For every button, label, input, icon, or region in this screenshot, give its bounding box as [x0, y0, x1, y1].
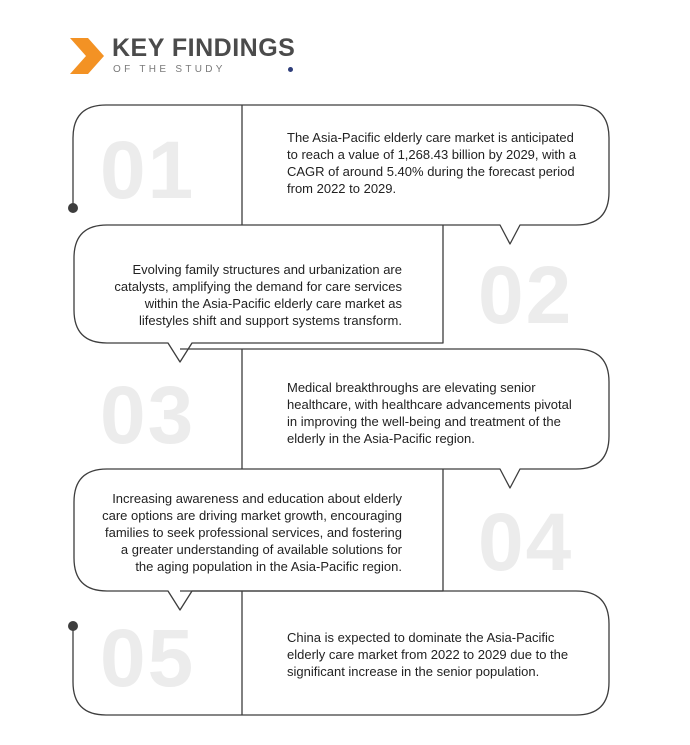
page-title: KEY FINDINGS: [112, 34, 296, 62]
finding-text-01: The Asia-Pacific elderly care market is anticipated to reach a value of 1,268.43 billion by 2029, with a CAGR of around 5.40% during the forecast period from 2022 to 2029.: [287, 130, 577, 196]
flow-start-dot: [68, 203, 78, 213]
finding-number-02: 02: [478, 250, 574, 341]
finding-text-04: Increasing awareness and education about elderly care options are driving market growth, encouraging families to seek professional services, and fostering a greater understanding of available solutions for the aging population in the Asia-Pacific region.: [102, 491, 402, 574]
finding-text-03: Medical breakthroughs are elevating senior healthcare, with healthcare advancements pivotal in improving the well-being and treatment of the elderly in the Asia-Pacific region.: [287, 380, 572, 446]
finding-number-04: 04: [478, 497, 574, 588]
finding-number-03: 03: [100, 370, 196, 461]
finding-number-01: 01: [100, 125, 196, 216]
flow-end-dot: [68, 621, 78, 631]
finding-number-05: 05: [100, 613, 196, 704]
finding-text-02: Evolving family structures and urbanization are catalysts, amplifying the demand for care services within the Asia-Pacific elderly care market as lifestyles shift and support systems transform.: [114, 262, 402, 328]
page-subtitle: OF THE STUDY: [113, 64, 226, 75]
finding-text-05: China is expected to dominate the Asia-Pacific elderly care market from 2022 to 2029 due to the significant increase in the senior population.: [287, 630, 569, 679]
